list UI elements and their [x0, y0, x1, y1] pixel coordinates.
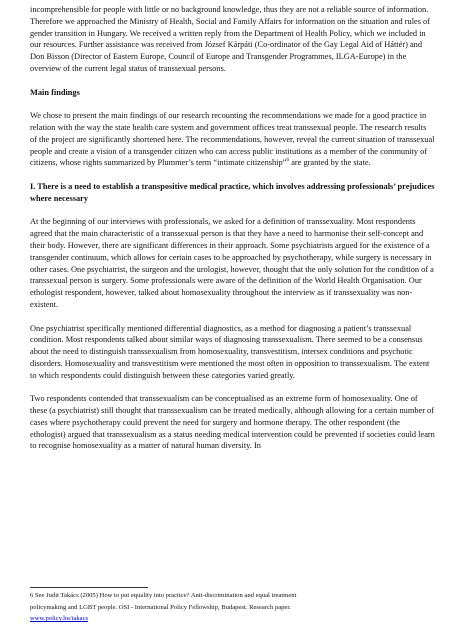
main-findings-text-end: are granted by the state. — [289, 158, 371, 168]
footnote-divider — [30, 587, 148, 588]
section-one-paragraph-2: One psychiatrist specifically mentioned differential diagnostics, as a method for diagnosing a patient’s transsexual condition. Most respondents talked about similar ways of diagnosing transsexualism. There seemed to be a consensus about the need to distinguish transsexualism from homosexuality, transvestitism, intersex conditions and psychotic disorders. Homosexuality and transvestitism were mentioned the most often in opposition to transsexualism. The extent to which respondents could distinguish between these categories varied greatly. — [30, 323, 430, 380]
main-findings-heading: Main findings — [30, 87, 80, 97]
section-one-paragraph-1: At the beginning of our interviews with professionals, we asked for a definition of transsexuality. Most respondents agreed that the main characteristic of a transsexual person is that they have a need to harmonise their self-concept and their body. However, there are significant differences in their approach. Some psychiatrists argued for the existence of a transgender continuum, which allows for certain cases to be approached by psychotherapy, while surgery is necessary in other cases. One psychiatrist, the surgeon and the urologist, however, thought that the only solution for the condition of a transsexual person is surgery. Some professionals were aware of the definition of the World Health Organisation. Our ethologist respondent, however, talked about homosexuality throughout the interview as if transsexuality was non-existent. — [30, 217, 434, 309]
section-one-heading: I. There is a need to establish a transpositive medical practice, which involves addressing professionals’ prejudices where necessary — [30, 181, 435, 203]
section-one-paragraph-3: Two respondents contended that transsexualism can be conceptualised as an extreme form of homosexuality. One of these (a psychiatrist) still thought that transsexualism can be treated medically, although allowing for a certain number of cases where psychotherapy could prevent the need for surgery and hormone therapy. The other respondent (the ethologist) argued that transsexualism as a status needing medical intervention could be prevented if societies could learn to recognise homosexuality as a matter of natural human diversity. In — [30, 394, 435, 451]
footnote-reference[interactable]: 6 — [286, 157, 290, 164]
footnote-line-2: policymaking and LGBT people. OSI - International Policy Fellowship, Budapest. Research paper. — [30, 603, 291, 611]
main-findings-paragraph — [30, 110, 435, 169]
footnote-line-1: 6 See Judit Takács (2005) How to put equality into practice? Anti-discrimination and equal treatment — [30, 592, 297, 599]
footnote-link[interactable]: www.policy.hu/takacs — [30, 615, 89, 623]
footnotes — [30, 590, 435, 625]
document-page — [30, 0, 435, 452]
main-findings-text: We chose to present the main findings of our research recounting the recommendations we made for a good practice in relation with the way the state health care system and government offices treat transsexual people. The research results of the project are significantly shortened here. The recommendations, however, reveal the current situation of transsexual people and create a vision of a transgender citizen who can access public institutions as a member of the community of citizens, whose rights summarized by Plummer’s term “intimate citizenship” — [30, 111, 435, 168]
intro-paragraph: incomprehensible for people with little or no background knowledge, thus they are not a reliable source of information. Therefore we approached the Ministry of Health, Social and Family Affairs for information on the situation and rules of gender transition in Hungary. We received a written reply from the Department of Health Policy, which we included in our resources. Further assistance was received from József Kárpáti (Co-ordinator of the Gay Legal Aid of Háttér) and Don Bisson (Director of Eastern Europe, Council of Europe and Transgender Programmes, ILGA-Europe) in the overview of the current legal status of transsexual persons. — [30, 5, 431, 73]
